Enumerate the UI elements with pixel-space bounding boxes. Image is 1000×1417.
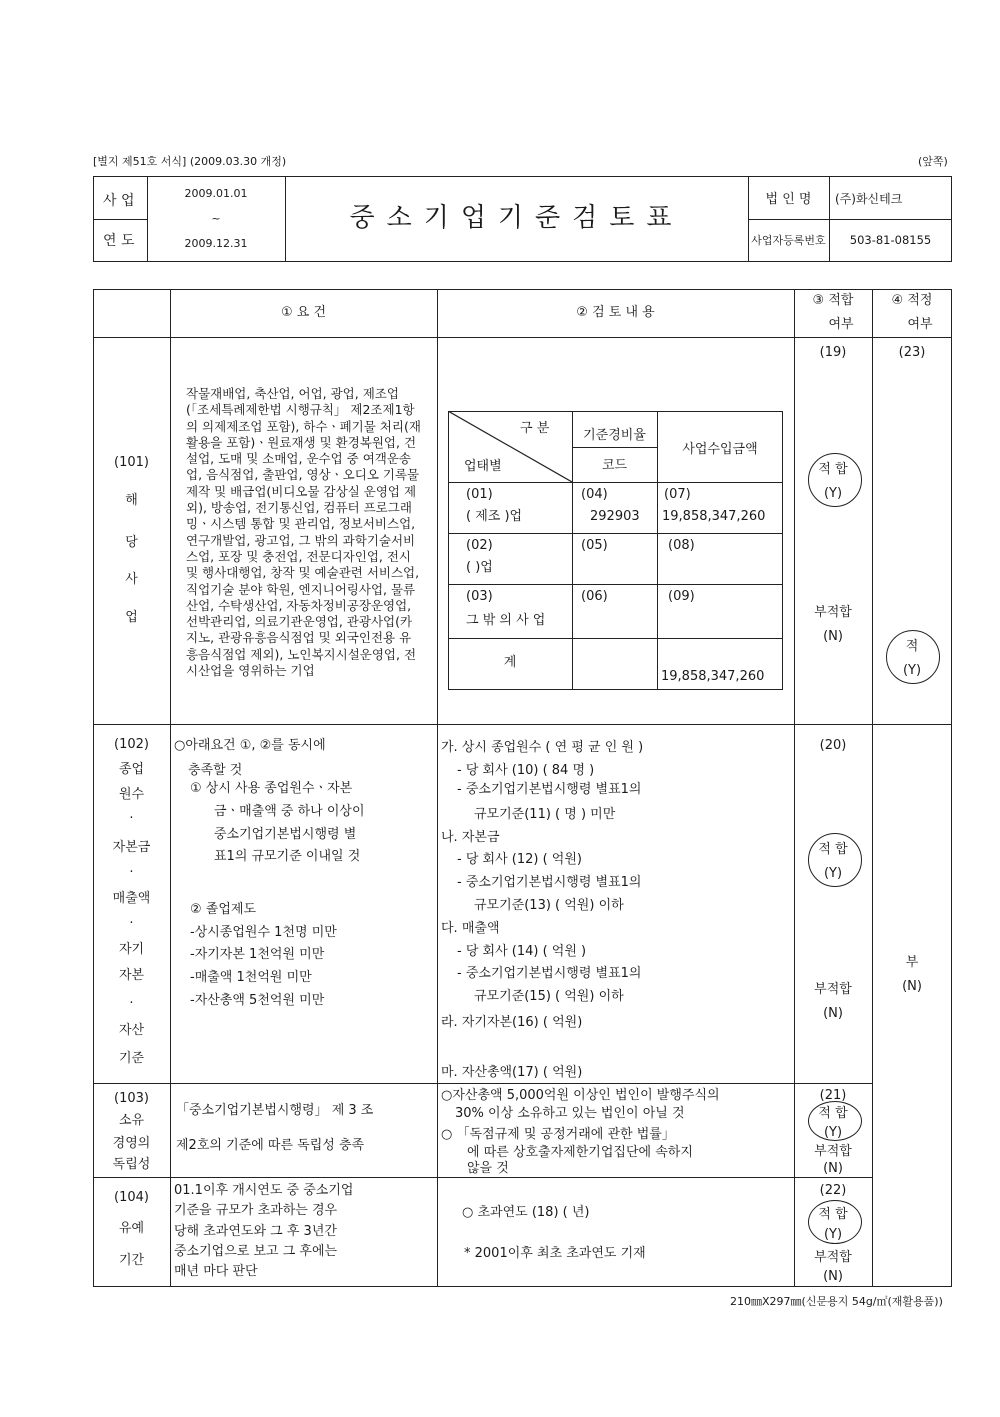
row102-review-line: 가. 상시 종업원수 ( 연 평 균 인 원 ) — [441, 740, 644, 755]
row102-requirement-line: ① 상시 사용 종업원수ㆍ자본 — [190, 781, 353, 796]
row102-review-line: - 당 회사 (14) ( 억원 ) — [457, 944, 587, 959]
row103-unfit-label: 부적합 — [814, 1144, 852, 1159]
row102-label: 기준 — [118, 1051, 145, 1066]
cell-number: (01) — [466, 487, 493, 502]
cell-number: (03) — [466, 589, 493, 604]
corp-name-label: 법 인 명 — [765, 192, 812, 207]
column-header-fit: ③ 적합 — [812, 293, 854, 308]
cell-total-label: 계 — [503, 655, 517, 670]
row102-unfit-code: (N) — [823, 1006, 843, 1021]
table-header-business-type: 업태별 — [464, 459, 502, 474]
row102-label: 원수 — [118, 787, 145, 802]
row104-requirement-line: 01.1이후 개시연도 중 중소기업 — [174, 1183, 354, 1198]
row102-requirement-line: ② 졸업제도 — [190, 902, 257, 917]
row102-label: 자본 — [118, 968, 145, 983]
cell-expense-code: 292903 — [590, 509, 640, 524]
row102-review-line: 라. 자기자본(16) ( 억원) — [441, 1015, 583, 1030]
row104-label: 기간 — [118, 1253, 145, 1268]
row104-review-line: ○ 초과연도 (18) ( 년) — [462, 1205, 590, 1220]
row102-requirement-line: ○아래요건 ①, ②를 동시에 — [174, 738, 326, 753]
table-header-code-2: 코드 — [601, 458, 628, 473]
row102-review-line: - 중소기업기본법시행령 별표1의 — [457, 782, 642, 797]
row102-requirement-line: -자산총액 5천억원 미만 — [190, 993, 325, 1008]
row102-review-line: 다. 매출액 — [441, 921, 500, 936]
row101-unfit-label: 부적합 — [814, 605, 852, 620]
row101-requirement-text: 작물재배업, 축산업, 어업, 광업, 제조업(「조세특례제한법 시행규칙」 제2조제1항의 의제제조업 포함), 하수ㆍ폐기물 처리(재활용을 포함)ㆍ원료재생 및 환경복원업, 건설업, 도매 및 소매업, 운수업 중 여객운송업, 음식점업, 출판업, 영상ㆍ오디오 기록물 제작 및 배급업(비디오물 감상실 운영업 제외), 방송업, 전기통신업, 컴퓨터 프로그래밍ㆍ시스템 통합 및 관리업, 정보서비스업, 연구개발업, 광고업, 그 밖의 과학기술서비스업, 포장 및 충전업, 전문디자인업, 전시 및 행사대행업, 창작 및 예술관련 서비스업, 직업기술 분야 학원, 엔지니어링사업, 물류산업, 수탁생산업, 자동차정비공장운영업, 선박관리업, 의료기관운영업, 관광사업(카지노, 관광유흥음식점업 및 외국인전용 유흥음식점업 제외), 노인복지시설운영업, 전시산업을 영위하는 기업 — [186, 386, 421, 679]
column-header-requirement: ① 요 건 — [280, 305, 327, 320]
cell-number: (05) — [581, 538, 608, 553]
row104-unfit-code: (N) — [823, 1269, 843, 1284]
row101-fit-label: 적 합 — [818, 462, 848, 477]
row104-requirement-line: 당해 초과연도와 그 후 3년간 — [174, 1224, 337, 1239]
row102-review-line: 규모기준(13) ( 억원) 이하 — [474, 898, 624, 913]
row103-fit-label: 적 합 — [818, 1106, 848, 1121]
row103-unfit-code: (N) — [823, 1161, 843, 1176]
row102-review-line: 마. 자산총액(17) ( 억원) — [441, 1065, 583, 1080]
row104-requirement-line: 중소기업으로 보고 그 후에는 — [174, 1244, 338, 1259]
year-label-2: 연 도 — [103, 233, 135, 249]
cell-industry-name: 그 밖 의 사 업 — [466, 613, 546, 628]
row102-label: · — [129, 865, 134, 880]
row101-fit-code: (Y) — [823, 486, 843, 501]
cell-number: (07) — [664, 487, 691, 502]
row102-fit-number: (20) — [819, 738, 847, 753]
row104-review-note: * 2001이후 최초 초과연도 기재 — [464, 1246, 646, 1261]
row103-review-line: ○자산총액 5,000억원 이상인 법인이 발행주식의 — [441, 1088, 720, 1103]
row104-unfit-label: 부적합 — [814, 1250, 852, 1265]
row102-review-line: - 중소기업기본법시행령 별표1의 — [457, 875, 642, 890]
row102-requirement-line: -자기자본 1천억원 미만 — [190, 947, 325, 962]
row103-label: (103) — [114, 1091, 149, 1106]
year-label-1: 사 업 — [103, 193, 135, 209]
row102-requirement-line: 중소기업기본법시행령 별 — [214, 827, 357, 842]
page-side-label: (앞쪽) — [918, 155, 948, 168]
cell-industry-name: ( 제조 )업 — [466, 509, 523, 524]
row102-review-line: - 당 회사 (12) ( 억원) — [457, 852, 582, 867]
row101-unfit-code: (N) — [823, 629, 843, 644]
row102-proper-label: 부 — [905, 955, 919, 970]
column-header-review: ② 검 토 내 용 — [576, 305, 655, 320]
row104-fit-number: (22) — [819, 1183, 847, 1198]
period-separator: ~ — [211, 212, 221, 225]
row103-requirement-line: 「중소기업기본법시행령」 제 3 조 — [176, 1103, 374, 1118]
row102-proper-code: (N) — [902, 979, 922, 994]
row101-label-char: 당 — [125, 535, 138, 550]
row103-review-line: ○ 「독점규제 및 공정거래에 관한 법률」 — [441, 1127, 675, 1142]
row102-code: (102) — [114, 737, 149, 752]
row103-review-line: 않을 것 — [467, 1161, 509, 1176]
row101-label-char: 사 — [125, 572, 138, 587]
row103-fit-number: (21) — [819, 1088, 847, 1103]
row103-requirement-line: 제2호의 기준에 따른 독립성 충족 — [176, 1138, 365, 1153]
row102-label: 매출액 — [112, 891, 151, 906]
row103-review-line: 30% 이상 소유하고 있는 법인이 아닐 것 — [455, 1106, 685, 1121]
row101-label-char: 업 — [125, 610, 138, 625]
row102-review-line: 규모기준(15) ( 억원) 이하 — [474, 989, 624, 1004]
row103-label: 소유 — [118, 1113, 145, 1128]
row104-fit-label: 적 합 — [818, 1207, 848, 1222]
row102-requirement-line: 충족할 것 — [188, 763, 243, 778]
row102-fit-label: 적 합 — [818, 842, 848, 857]
table-header-amount: 사업수입금액 — [682, 442, 758, 457]
row104-label: 유예 — [118, 1221, 145, 1236]
period-start: 2009.01.01 — [184, 187, 248, 200]
business-number-label: 사업자등록번호 — [751, 234, 826, 247]
row104-fit-code: (Y) — [823, 1227, 843, 1242]
cell-number: (08) — [668, 538, 695, 553]
table-header-code-1: 기준경비율 — [583, 428, 646, 443]
row101-proper-code: (Y) — [902, 663, 922, 678]
row102-unfit-label: 부적합 — [814, 982, 852, 997]
document-title: 중소기업기준검토표 — [349, 203, 684, 233]
column-header-proper: ④ 적정 — [891, 293, 933, 308]
row101-code: (101) — [114, 455, 149, 470]
row104-requirement-line: 매년 마다 판단 — [174, 1264, 258, 1279]
row102-requirement-line: 표1의 규모기준 이내일 것 — [214, 849, 361, 864]
row102-label: 자기 — [118, 942, 145, 957]
row101-proper-number: (23) — [898, 345, 926, 360]
row103-review-line: 에 따른 상호출자제한기업집단에 속하지 — [467, 1145, 693, 1160]
row103-label: 독립성 — [112, 1157, 151, 1172]
paper-spec: 210㎜X297㎜(신문용지 54g/㎡(재활용품)) — [730, 1295, 943, 1308]
row102-review-line: 규모기준(11) ( 명 ) 미만 — [474, 807, 616, 822]
row102-fit-code: (Y) — [823, 866, 843, 881]
form-number: [별지 제51호 서식] (2009.03.30 개정) — [93, 155, 287, 168]
cell-industry-name: ( )업 — [466, 560, 493, 575]
corp-name-value: (주)화신테크 — [835, 192, 903, 206]
row101-proper-label: 적 — [905, 639, 919, 654]
table-header-gubun: 구 분 — [520, 421, 550, 436]
row102-label: · — [129, 811, 134, 826]
cell-number: (09) — [668, 589, 695, 604]
column-header-fit-sub: 여부 — [828, 317, 854, 332]
row103-fit-code: (Y) — [823, 1125, 843, 1140]
row102-label: 자본금 — [112, 840, 151, 855]
row102-label: · — [129, 916, 134, 931]
cell-revenue-amount: 19,858,347,260 — [662, 509, 766, 524]
row102-requirement-line: -상시종업원수 1천명 미만 — [190, 925, 337, 940]
row102-requirement-line: 금ㆍ매출액 중 하나 이상이 — [214, 804, 365, 819]
row101-fit-number: (19) — [819, 345, 847, 360]
row102-review-line: - 당 회사 (10) ( 84 명 ) — [457, 763, 595, 778]
row102-review-line: - 중소기업기본법시행령 별표1의 — [457, 966, 642, 981]
cell-number: (02) — [466, 538, 493, 553]
cell-number: (04) — [581, 487, 608, 502]
cell-number: (06) — [581, 589, 608, 604]
row102-label: · — [129, 996, 134, 1011]
row104-label: (104) — [114, 1190, 149, 1205]
period-end: 2009.12.31 — [184, 237, 248, 250]
row102-requirement-line: -매출액 1천억원 미만 — [190, 970, 312, 985]
row101-label-char: 해 — [125, 493, 138, 508]
business-number-value: 503-81-08155 — [849, 233, 932, 247]
row102-label: 종업 — [118, 762, 145, 777]
row102-label: 자산 — [118, 1023, 145, 1038]
cell-total-amount: 19,858,347,260 — [661, 669, 765, 684]
row102-review-line: 나. 자본금 — [441, 830, 500, 845]
row103-label: 경영의 — [112, 1136, 151, 1151]
column-header-proper-sub: 여부 — [907, 317, 933, 332]
row104-requirement-line: 기준을 규모가 초과하는 경우 — [174, 1203, 338, 1218]
